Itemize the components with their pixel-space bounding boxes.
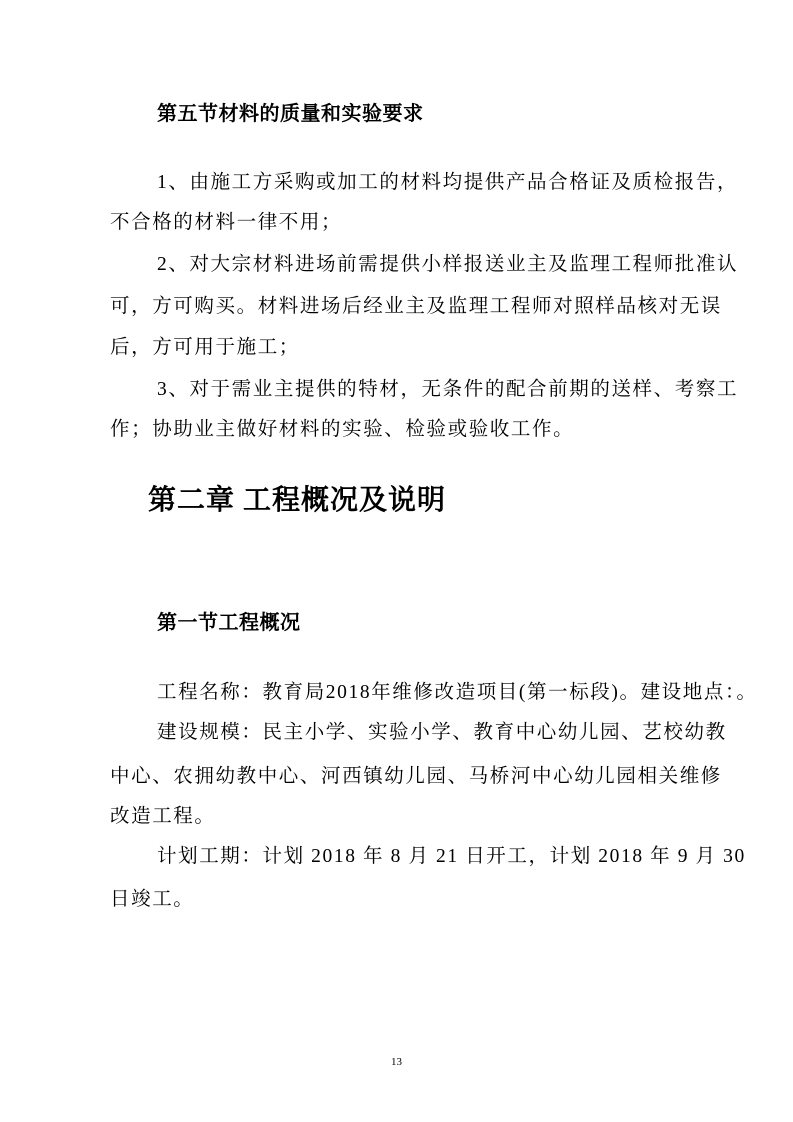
paragraph-line: 工程名称：教育局2018年维修改造项目(第一标段)。建设地点：。 — [157, 682, 758, 703]
paragraph-line: 1、由施工方采购或加工的材料均提供产品合格证及质检报告， — [157, 172, 739, 193]
paragraph-line: 3、对于需业主提供的特材，无条件的配合前期的送样、考察工 — [157, 379, 739, 400]
chapter-2-heading: 第二章 工程概况及说明 — [148, 485, 447, 516]
paragraph-line: 建设规模：民主小学、实验小学、教育中心幼儿园、艺校幼教 — [157, 722, 727, 743]
paragraph-line: 后，方可用于施工； — [110, 337, 300, 358]
section-1-heading: 第一节工程概况 — [157, 612, 301, 634]
paragraph-line: 2、对大宗材料进场前需提供小样报送业主及监理工程师批准认 — [157, 254, 739, 275]
paragraph-line: 作；协助业主做好材料的实验、检验或验收工作。 — [110, 419, 575, 440]
paragraph-line: 不合格的材料一律不用； — [110, 212, 343, 233]
page-number: 13 — [391, 1056, 402, 1068]
paragraph-line: 改造工程。 — [110, 806, 216, 827]
section-5-heading: 第五节材料的质量和实验要求 — [157, 103, 424, 125]
paragraph-line: 可，方可购买。材料进场后经业主及监理工程师对照样品核对无误 — [110, 296, 722, 317]
paragraph-line: 日竣工。 — [110, 889, 195, 910]
paragraph-line: 中心、农拥幼教中心、河西镇幼儿园、马桥河中心幼儿园相关维修 — [110, 766, 722, 787]
paragraph-line: 计划工期：计划 2018 年 8 月 21 日开工，计划 2018 年 9 月 30 — [157, 846, 746, 867]
